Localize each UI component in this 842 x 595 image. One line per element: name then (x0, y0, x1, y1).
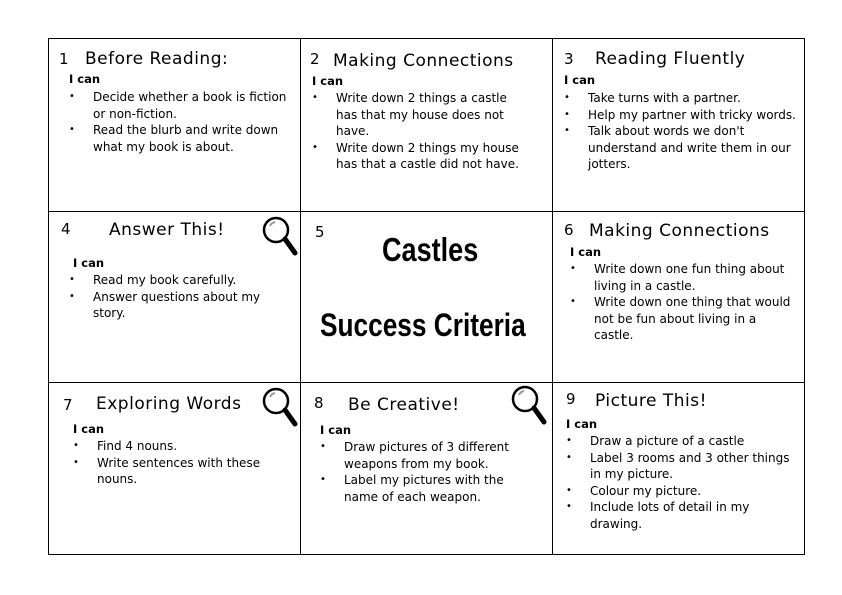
list-item: • Colour my picture. (566, 483, 798, 500)
list-item: • Find 4 nouns. (73, 438, 288, 455)
list-item: • Help my partner with tricky words. (564, 107, 802, 124)
i-can-label: I can (73, 422, 105, 436)
i-can-label: I can (570, 245, 602, 259)
i-can-label: I can (73, 256, 105, 270)
cell-title: Picture This! (595, 391, 707, 411)
list-item: • Draw pictures of 3 different weapons from my book. (320, 439, 530, 472)
list-item: • Read my book carefully. (69, 272, 294, 289)
list-item: • Write sentences with these nouns. (73, 455, 288, 488)
cell-number: 3 (564, 50, 574, 68)
list-item: • Read the blurb and write down what my book is about. (69, 122, 294, 155)
magnifying-glass-icon (510, 384, 548, 428)
cell-1 (49, 39, 300, 211)
cell-title: Be Creative! (348, 395, 460, 415)
i-can-label: I can (320, 423, 352, 437)
list-item: • Write down 2 things my house has that a castle did not have. (312, 140, 522, 173)
cell-number: 6 (564, 221, 574, 239)
cell-title: Exploring Words (96, 394, 242, 414)
list-item: • Take turns with a partner. (564, 90, 802, 107)
magnifying-glass-icon (261, 386, 299, 430)
cell-8 (300, 382, 552, 556)
cell-number: 4 (61, 220, 71, 238)
list-item: • Label 3 rooms and 3 other things in my picture. (566, 450, 798, 483)
list-item: • Decide whether a book is fiction or non-fiction. (69, 89, 294, 122)
cell-title: Making Connections (589, 221, 770, 241)
list-item: • Write down one fun thing about living in a castle. (570, 261, 795, 294)
criteria-list (566, 433, 798, 532)
criteria-list (564, 90, 802, 173)
cell-number: 1 (59, 50, 69, 68)
i-can-label: I can (312, 74, 344, 88)
cell-title: Making Connections (333, 51, 514, 71)
cell-number: 8 (314, 394, 324, 412)
magnifying-glass-icon (261, 215, 299, 259)
list-item: • Write down one thing that would not be fun about living in a castle. (570, 294, 795, 344)
criteria-list (312, 90, 522, 173)
cell-title: Reading Fluently (595, 49, 746, 69)
i-can-label: I can (564, 73, 596, 87)
cell-2 (300, 39, 552, 211)
criteria-list (320, 439, 530, 505)
success-criteria-grid (48, 38, 805, 555)
cell-title: Answer This! (109, 220, 225, 240)
list-item: • Write down 2 things a castle has that my house does not have. (312, 90, 522, 140)
cell-4 (49, 211, 300, 382)
page-title: Castles (382, 231, 479, 268)
list-item: • Label my pictures with the name of each weapon. (320, 472, 530, 505)
cell-5 (300, 211, 552, 382)
cell-number: 5 (315, 223, 325, 241)
cell-6 (552, 211, 806, 382)
cell-3 (552, 39, 806, 211)
cell-number: 2 (310, 50, 320, 68)
cell-title: Before Reading: (85, 49, 229, 69)
criteria-list (570, 261, 795, 344)
list-item: • Talk about words we don't understand and write them in our jotters. (564, 123, 802, 173)
criteria-list (73, 438, 288, 488)
cell-9 (552, 382, 806, 556)
i-can-label: I can (566, 417, 598, 431)
criteria-list (69, 89, 294, 155)
list-item: • Draw a picture of a castle (566, 433, 798, 450)
cell-number: 7 (63, 396, 73, 414)
i-can-label: I can (69, 72, 101, 86)
page-subtitle: Success Criteria (320, 307, 526, 343)
cell-7 (49, 382, 300, 556)
list-item: • Answer questions about my story. (69, 289, 294, 322)
list-item: • Include lots of detail in my drawing. (566, 499, 798, 532)
criteria-list (69, 272, 294, 322)
cell-number: 9 (566, 390, 576, 408)
